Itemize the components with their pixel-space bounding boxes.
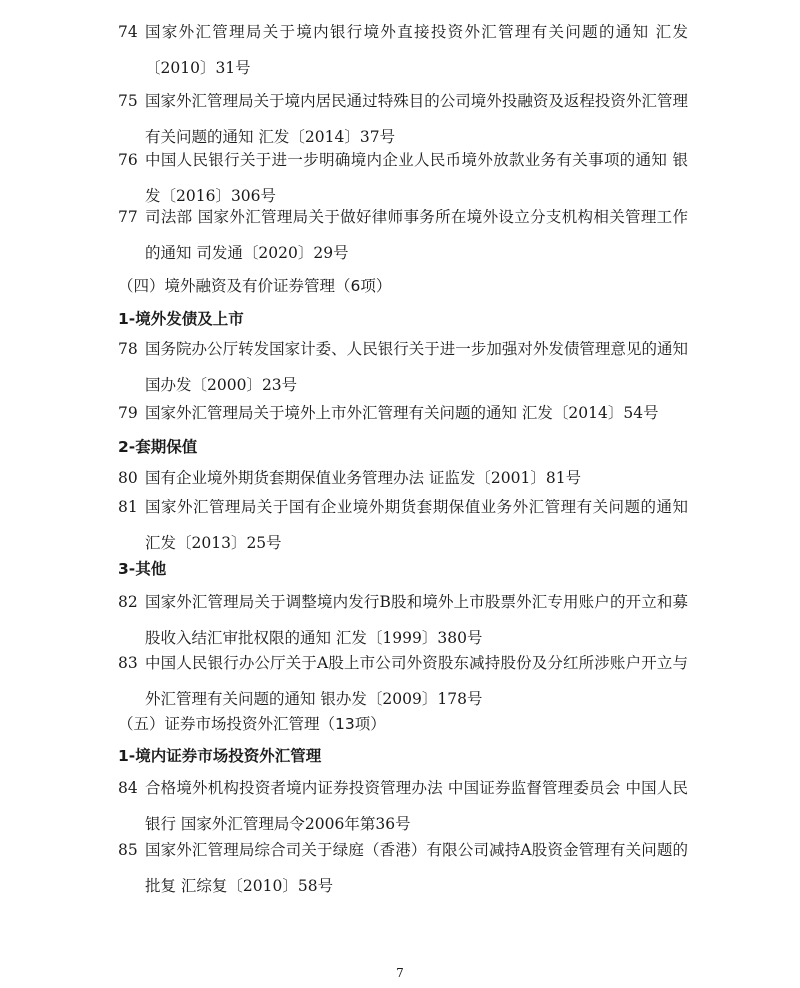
item-number: 79 bbox=[118, 404, 138, 422]
list-item bbox=[118, 199, 688, 271]
list-item bbox=[118, 832, 688, 904]
subsection-heading: 3-其他 bbox=[118, 560, 167, 578]
item-text: 国家外汇管理局综合司关于绿庭（香港）有限公司减持A股资金管理有关问题的批复 汇综复〔2010〕58号 bbox=[145, 841, 688, 895]
item-text: 国家外汇管理局关于调整境内发行B股和境外上市股票外汇专用账户的开立和募股收入结汇审批权限的通知 汇发〔1999〕380号 bbox=[145, 593, 688, 647]
item-text: 国家外汇管理局关于国有企业境外期货套期保值业务外汇管理有关问题的通知 汇发〔2013〕25号 bbox=[145, 498, 688, 552]
item-number: 82 bbox=[118, 593, 138, 611]
item-text: 国务院办公厅转发国家计委、人民银行关于进一步加强对外发债管理意见的通知 国办发〔2000〕23号 bbox=[145, 340, 688, 394]
item-text: 国有企业境外期货套期保值业务管理办法 证监发〔2001〕81号 bbox=[145, 469, 582, 487]
subsection-heading: 1-境外发债及上市 bbox=[118, 310, 244, 328]
list-item bbox=[118, 645, 688, 717]
item-number: 84 bbox=[118, 779, 138, 797]
item-text: 司法部 国家外汇管理局关于做好律师事务所在境外设立分支机构相关管理工作的通知 司发通〔2020〕29号 bbox=[145, 208, 688, 262]
item-text: 合格境外机构投资者境内证券投资管理办法 中国证券监督管理委员会 中国人民银行 国家外汇管理局令2006年第36号 bbox=[145, 779, 688, 833]
list-item bbox=[118, 489, 688, 561]
item-number: 85 bbox=[118, 841, 138, 859]
item-number: 75 bbox=[118, 92, 138, 110]
page-number: 7 bbox=[396, 966, 404, 980]
section-heading-4: （四）境外融资及有价证券管理（6项） bbox=[118, 277, 392, 295]
item-text: 中国人民银行办公厅关于A股上市公司外资股东减持股份及分红所涉账户开立与外汇管理有关问题的通知 银办发〔2009〕178号 bbox=[145, 654, 688, 708]
item-number: 77 bbox=[118, 208, 138, 226]
item-text: 国家外汇管理局关于境外上市外汇管理有关问题的通知 汇发〔2014〕54号 bbox=[145, 404, 659, 422]
item-text: 中国人民银行关于进一步明确境内企业人民币境外放款业务有关事项的通知 银发〔2016〕306号 bbox=[145, 151, 688, 205]
item-number: 78 bbox=[118, 340, 138, 358]
list-item bbox=[118, 395, 688, 431]
section-heading-5: （五）证券市场投资外汇管理（13项） bbox=[118, 715, 386, 733]
subsection-heading: 2-套期保值 bbox=[118, 438, 198, 456]
item-number: 81 bbox=[118, 498, 138, 516]
list-item bbox=[118, 331, 688, 403]
item-number: 76 bbox=[118, 151, 138, 169]
item-number: 74 bbox=[118, 23, 138, 41]
item-number: 83 bbox=[118, 654, 138, 672]
subsection-heading: 1-境内证券市场投资外汇管理 bbox=[118, 747, 322, 765]
item-text: 国家外汇管理局关于境内银行境外直接投资外汇管理有关问题的通知 汇发〔2010〕31号 bbox=[145, 23, 688, 77]
item-text: 国家外汇管理局关于境内居民通过特殊目的公司境外投融资及返程投资外汇管理有关问题的通知 汇发〔2014〕37号 bbox=[145, 92, 688, 146]
list-item bbox=[118, 14, 688, 86]
item-number: 80 bbox=[118, 469, 138, 487]
